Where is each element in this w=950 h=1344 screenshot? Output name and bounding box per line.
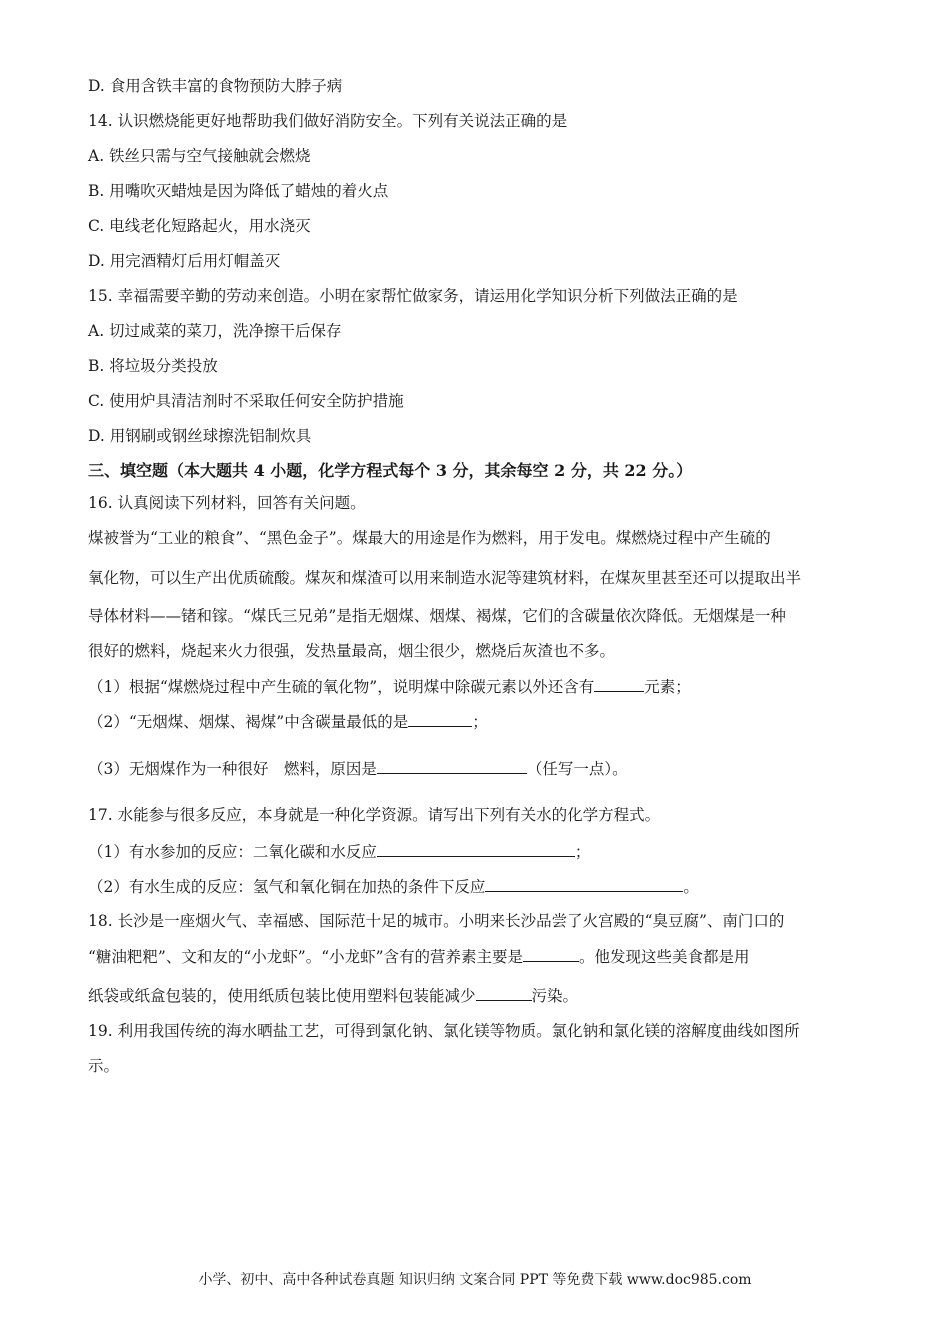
answer-blank[interactable] <box>523 946 579 962</box>
page-footer: 小学、初中、高中各种试卷真题 知识归纳 文案合同 PPT 等免费下载 www.doc985.com <box>198 1272 752 1288</box>
option-14-c: C. 电线老化短路起火，用水浇灭 <box>88 217 311 235</box>
option-line: D. 食用含铁丰富的食物预防大脖子病 <box>88 77 343 95</box>
question-15: 15. 幸福需要辛勤的劳动来创造。小明在家帮忙做家务，请运用化学知识分析下列做法正确的是 <box>88 287 738 305</box>
question-19: 19. 利用我国传统的海水晒盐工艺，可得到氯化钠、氯化镁等物质。氯化钠和氯化镁的溶解度曲线如图所 <box>88 1022 800 1040</box>
question-text: ； <box>574 843 591 861</box>
answer-blank[interactable] <box>377 758 527 774</box>
question-17: 17. 水能参与很多反应，本身就是一种化学资源。请写出下列有关水的化学方程式。 <box>88 806 661 824</box>
question-16-2 <box>88 711 488 732</box>
option-15-a: A. 切过咸菜的菜刀，洗净擦干后保存 <box>88 322 342 340</box>
question-17-2 <box>88 876 699 897</box>
option-14-a: A. 铁丝只需与空气接触就会燃烧 <box>88 147 311 165</box>
passage-line: 导体材料——锗和镓。“煤氏三兄弟”是指无烟煤、烟煤、褐煤，它们的含碳量依次降低。无烟煤是一种 <box>88 607 786 625</box>
question-text: （任写一点）。 <box>526 760 628 778</box>
question-text: 元素； <box>644 678 691 696</box>
question-16-3 <box>88 758 628 779</box>
option-15-b: B. 将垃圾分类投放 <box>88 357 218 375</box>
question-18: 18. 长沙是一座烟火气、幸福感、国际范十足的城市。小明来长沙品尝了火宫殿的“臭豆腐”、南门口的 <box>88 912 785 930</box>
question-text: （2）有水生成的反应：氢气和氧化铜在加热的条件下反应 <box>88 878 486 896</box>
question-18-cont <box>88 985 578 1006</box>
passage-line: 氧化物，可以生产出优质硫酸。煤灰和煤渣可以用来制造水泥等建筑材料，在煤灰里甚至还可以提取出半 <box>88 569 802 587</box>
question-16: 16. 认真阅读下列材料，回答有关问题。 <box>88 494 366 512</box>
answer-blank[interactable] <box>377 841 575 857</box>
passage-line: 很好的燃料，烧起来火力很强，发热量最高，烟尘很少，燃烧后灰渣也不多。 <box>88 642 616 660</box>
question-text: 。他发现这些美食都是用 <box>579 948 750 966</box>
question-text: “糖油粑粑”、文和友的“小龙虾”。“小龙虾”含有的营养素主要是 <box>88 948 524 966</box>
question-17-1 <box>88 841 590 862</box>
question-19-cont: 示。 <box>88 1057 120 1075</box>
answer-blank[interactable] <box>485 876 683 892</box>
option-15-c: C. 使用炉具清洁剂时不采取任何安全防护措施 <box>88 392 404 410</box>
question-text: （1）根据“煤燃烧过程中产生硫的氧化物”，说明煤中除碳元素以外还含有 <box>88 678 595 696</box>
question-14: 14. 认识燃烧能更好地帮助我们做好消防安全。下列有关说法正确的是 <box>88 112 568 130</box>
question-text: （1）有水参加的反应：二氧化碳和水反应 <box>88 843 377 861</box>
question-16-1 <box>88 676 691 697</box>
question-text: ； <box>472 713 488 731</box>
option-15-d: D. 用钢刷或钢丝球擦洗铝制炊具 <box>88 427 312 445</box>
question-text: （2）“无烟煤、烟煤、褐煤”中含碳量最低的是 <box>88 713 409 731</box>
option-14-b: B. 用嘴吹灭蜡烛是因为降低了蜡烛的着火点 <box>88 182 389 200</box>
answer-blank[interactable] <box>594 676 644 692</box>
answer-blank[interactable] <box>408 711 472 727</box>
option-14-d: D. 用完酒精灯后用灯帽盖灭 <box>88 252 281 270</box>
question-text: 污染。 <box>531 987 579 1005</box>
question-text: 。 <box>683 878 699 896</box>
section-heading: 三、填空题（本大题共 4 小题，化学方程式每个 3 分，其余每空 2 分，共 22 分。） <box>88 461 693 480</box>
question-text: （3）无烟煤作为一种很好 燃料，原因是 <box>88 760 377 778</box>
question-text: 纸袋或纸盒包装的，使用纸质包装比使用塑料包装能减少 <box>88 987 476 1005</box>
question-18-cont <box>88 946 750 967</box>
passage-line: 煤被誉为“工业的粮食”、“黑色金子”。煤最大的用途是作为燃料，用于发电。煤燃烧过程中产生硫的 <box>88 529 771 547</box>
answer-blank[interactable] <box>476 985 532 1001</box>
